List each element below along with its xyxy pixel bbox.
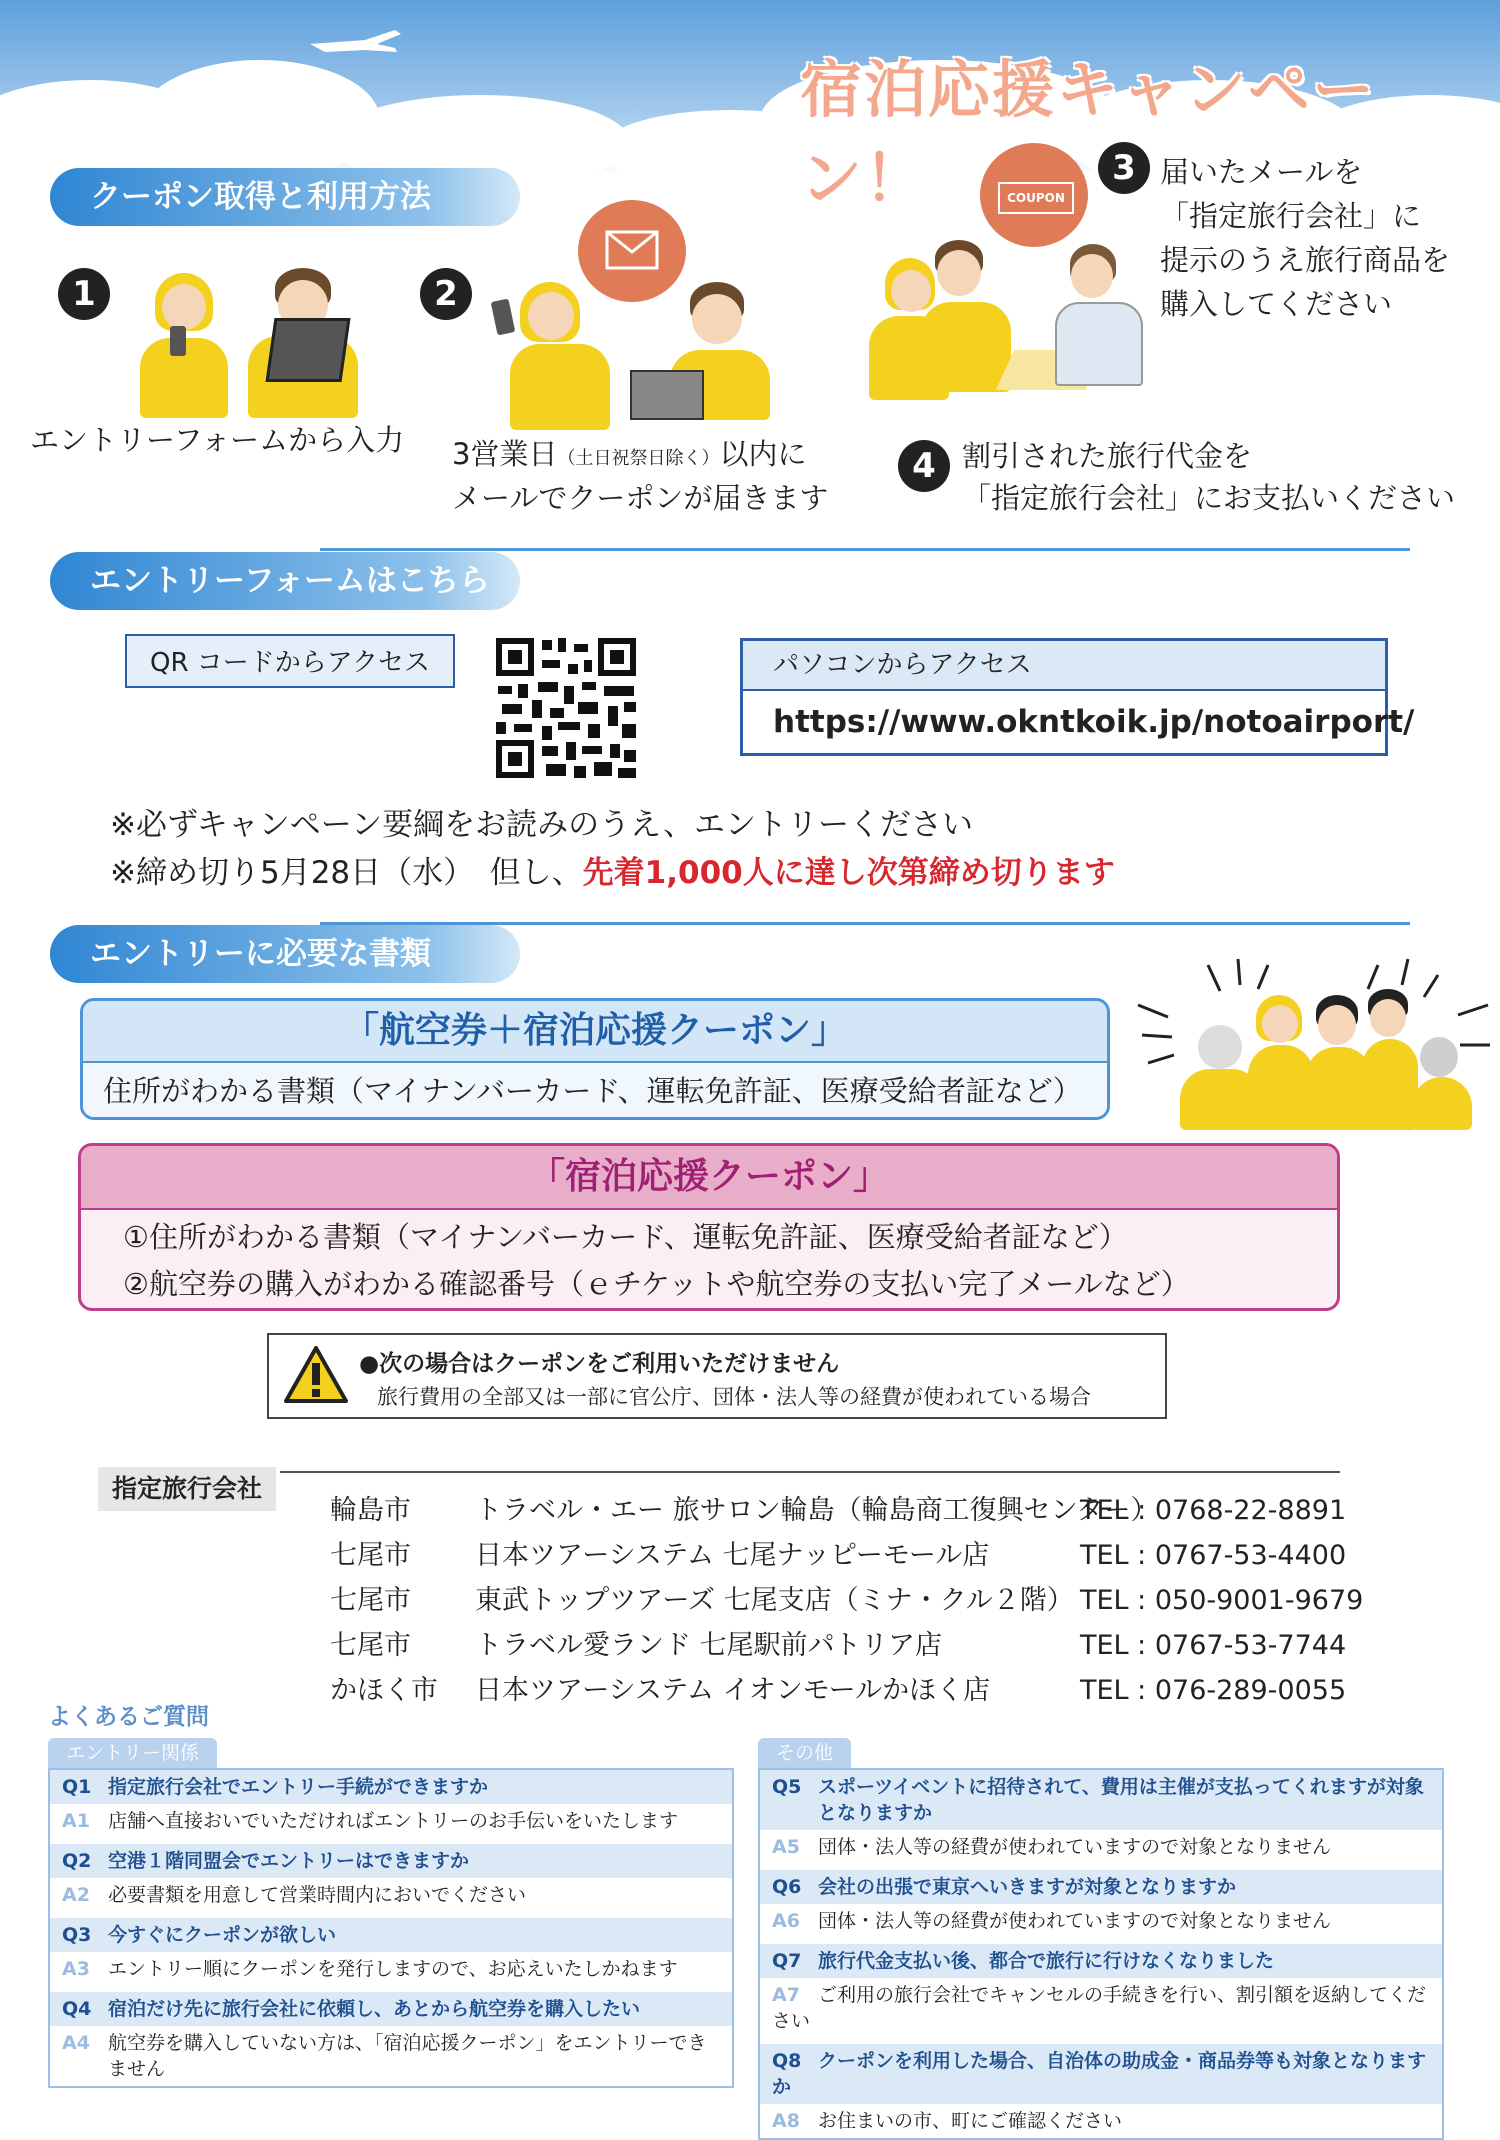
agency-row — [330, 1488, 1390, 1533]
step-2-illustration — [480, 280, 790, 430]
step-1-text: エントリーフォームから入力 — [30, 423, 405, 457]
envelope-icon — [603, 226, 661, 274]
agency-city: 輪島市 — [330, 1495, 411, 1526]
answer-text: 団体・法人等の経費が使われていますので対象となりません — [818, 1836, 1332, 1858]
faq-item — [760, 1770, 1442, 1864]
step-1-number: 1 — [58, 268, 110, 320]
pc-access-box — [740, 638, 1415, 756]
answer-number: A5 — [772, 1836, 800, 1858]
faq-item — [760, 2044, 1442, 2138]
agency-row — [330, 1533, 1390, 1578]
qr-code-icon[interactable] — [492, 634, 640, 782]
step-3-line1: 届いたメールを — [1160, 155, 1363, 189]
doc-box-hotel-only — [78, 1143, 1340, 1311]
question-number: Q8 — [772, 2050, 802, 2072]
faq-item — [50, 1844, 732, 1912]
agency-name: 日本ツアーシステム 七尾ナッピーモール店 — [475, 1540, 990, 1571]
section-documents-heading: エントリーに必要な書類 — [50, 925, 520, 983]
answer-number: A4 — [62, 2032, 90, 2054]
agency-name: トラベル愛ランド 七尾駅前パトリア店 — [475, 1630, 943, 1661]
agency-tel[interactable]: TEL : 0767-53-7744 — [1080, 1630, 1347, 1661]
doc-box-hotel-only-line2: ②航空券の購入がわかる確認番号（ｅチケットや航空券の支払い完了メールなど） — [123, 1267, 1190, 1301]
agency-tel[interactable]: TEL : 0767-53-4400 — [1080, 1540, 1347, 1571]
step-1-illustration — [130, 268, 360, 418]
warning-icon — [283, 1345, 349, 1405]
answer-number: A7 — [772, 1984, 800, 2006]
answer-number: A1 — [62, 1810, 90, 1832]
question-number: Q2 — [62, 1850, 92, 1872]
question-text: 空港１階同盟会でエントリーはできますか — [108, 1850, 470, 1872]
agency-city: 七尾市 — [330, 1540, 411, 1571]
agency-section-title: 指定旅行会社 — [98, 1467, 276, 1511]
answer-number: A8 — [772, 2110, 800, 2132]
agency-city: 七尾市 — [330, 1585, 411, 1616]
agency-name: 東武トップツアーズ 七尾支店（ミナ・クル２階） — [475, 1585, 1074, 1616]
agency-row — [330, 1623, 1390, 1668]
faq-tab-other: その他 — [758, 1738, 851, 1768]
answer-text: 航空券を購入していない方は、「宿泊応援クーポン」をエントリーできません — [108, 2032, 707, 2080]
doc-box-hotel-only-title: 「宿泊応援クーポン」 — [81, 1146, 1337, 1210]
coupon-ticket-icon: COUPON — [998, 182, 1074, 214]
answer-text: ご利用の旅行会社でキャンセルの手続きを行い、割引額を返納してください — [772, 1984, 1427, 2032]
step-2-number: 2 — [420, 268, 472, 320]
faq-item — [760, 1870, 1442, 1938]
section-howto-heading: クーポン取得と利用方法 — [50, 168, 520, 226]
answer-text: 必要書類を用意して営業時間内においでください — [108, 1884, 527, 1906]
answer-text: エントリー順にクーポンを発行しますので、お応えいたしかねます — [108, 1958, 678, 1980]
doc-box-air-and-hotel — [80, 998, 1110, 1120]
answer-text: お住まいの市、町にご確認ください — [818, 2110, 1123, 2132]
agency-list — [330, 1488, 1390, 1713]
faq-item — [50, 1918, 732, 1986]
answer-number: A6 — [772, 1910, 800, 1932]
campaign-title: 宿泊応援キャンペーン！ — [800, 53, 1377, 215]
question-number: Q1 — [62, 1776, 92, 1798]
answer-text: 店舗へ直接おいでいただければエントリーのお手伝いをいたします — [108, 1810, 679, 1832]
doc-box-air-and-hotel-title: 「航空券＋宿泊応援クーポン」 — [83, 1001, 1107, 1063]
qr-access-label: QR コードからアクセス — [125, 634, 455, 688]
warning-title: ●次の場合はクーポンをご利用いただけません — [359, 1351, 840, 1377]
step-2-line1-b: 以内に — [719, 437, 807, 471]
warning-box — [267, 1333, 1167, 1419]
faq-item — [50, 1992, 732, 2086]
step-4-number: 4 — [898, 440, 950, 492]
question-text: 宿泊だけ先に旅行会社に依頼し、あとから航空券を購入したい — [108, 1998, 641, 2020]
question-text: スポーツイベントに招待されて、費用は主催が支払ってくれますが対象となりますか — [818, 1776, 1424, 1824]
answer-number: A3 — [62, 1958, 90, 1980]
step-2-line1-a: 3営業日 — [452, 437, 558, 471]
question-number: Q5 — [772, 1776, 802, 1798]
question-text: 今すぐにクーポンが欲しい — [108, 1924, 337, 1946]
question-number: Q3 — [62, 1924, 92, 1946]
note-deadline — [110, 848, 1115, 898]
agency-city: 七尾市 — [330, 1630, 411, 1661]
agency-name: トラベル・エー 旅サロン輪島（輪島商工復興センター） — [475, 1495, 1158, 1526]
pc-access-label: パソコンからアクセス — [743, 641, 1385, 691]
answer-number: A2 — [62, 1884, 90, 1906]
doc-box-hotel-only-line1: ①住所がわかる書類（マイナンバーカード、運転免許証、医療受給者証など） — [123, 1220, 1128, 1254]
faq-tab-entry: エントリー関係 — [48, 1738, 217, 1768]
warning-text: 旅行費用の全部又は一部に官公庁、団体・法人等の経費が使われている場合 — [377, 1385, 1091, 1409]
entry-url-link[interactable]: https://www.okntkoik.jp/notoairport/ — [773, 704, 1415, 740]
step-3-illustration — [855, 240, 1155, 400]
cheering-people-illustration — [1128, 955, 1498, 1130]
step-2-exclusion: （土日祝祭日除く） — [557, 448, 720, 469]
step-3-line2: 「指定旅行会社」に — [1160, 199, 1422, 233]
question-number: Q6 — [772, 1876, 802, 1898]
faq-column-other — [758, 1768, 1444, 2140]
step-3-line3: 提示のうえ旅行商品を — [1160, 243, 1451, 277]
faq-column-entry — [48, 1768, 734, 2088]
question-text: 旅行代金支払い後、都合で旅行に行けなくなりました — [818, 1950, 1275, 1972]
agency-row — [330, 1578, 1390, 1623]
step-3-number: 3 — [1098, 142, 1150, 194]
question-number: Q7 — [772, 1950, 802, 1972]
question-text: 会社の出張で東京へいきますが対象となりますか — [818, 1876, 1237, 1898]
agency-tel[interactable]: TEL : 0768-22-8891 — [1080, 1495, 1347, 1526]
step-4-line1: 割引された旅行代金を — [962, 439, 1253, 473]
answer-text: 団体・法人等の経費が使われていますので対象となりません — [818, 1910, 1332, 1932]
question-number: Q4 — [62, 1998, 92, 2020]
agency-divider — [280, 1471, 1340, 1473]
faq-item — [50, 1770, 732, 1838]
agency-tel[interactable]: TEL : 076-289-0055 — [1080, 1675, 1347, 1706]
question-text: クーポンを利用した場合、自治体の助成金・商品券等も対象となりますか — [772, 2050, 1427, 2098]
agency-name: 日本ツアーシステム イオンモールかほく店 — [475, 1675, 991, 1706]
step-4-line2: 「指定旅行会社」にお支払いください — [962, 481, 1456, 515]
section-divider — [320, 548, 1410, 551]
faq-title: よくあるご質問 — [48, 1704, 209, 1730]
airplane-icon — [305, 22, 405, 62]
section-entry-heading: エントリーフォームはこちら — [50, 552, 520, 610]
deadline-warning: 先着1,000人に達し次第締め切ります — [582, 855, 1115, 891]
agency-row — [330, 1668, 1390, 1713]
step-2-line1 — [452, 432, 806, 481]
note-read-guidelines: ※必ずキャンペーン要綱をお読みのうえ、エントリーください — [110, 807, 973, 843]
step-3-line4: 購入してください — [1160, 287, 1393, 321]
agency-tel[interactable]: TEL : 050-9001-9679 — [1080, 1585, 1364, 1616]
question-text: 指定旅行会社でエントリー手続ができますか — [108, 1776, 489, 1798]
doc-box-air-and-hotel-text: 住所がわかる書類（マイナンバーカード、運転免許証、医療受給者証など） — [83, 1063, 1107, 1119]
step-2-line2: メールでクーポンが届きます — [452, 481, 829, 515]
faq-item — [760, 1944, 1442, 2038]
agency-city: かほく市 — [330, 1675, 438, 1706]
deadline-text: ※締め切り5月28日（水） 但し、 — [110, 855, 583, 891]
